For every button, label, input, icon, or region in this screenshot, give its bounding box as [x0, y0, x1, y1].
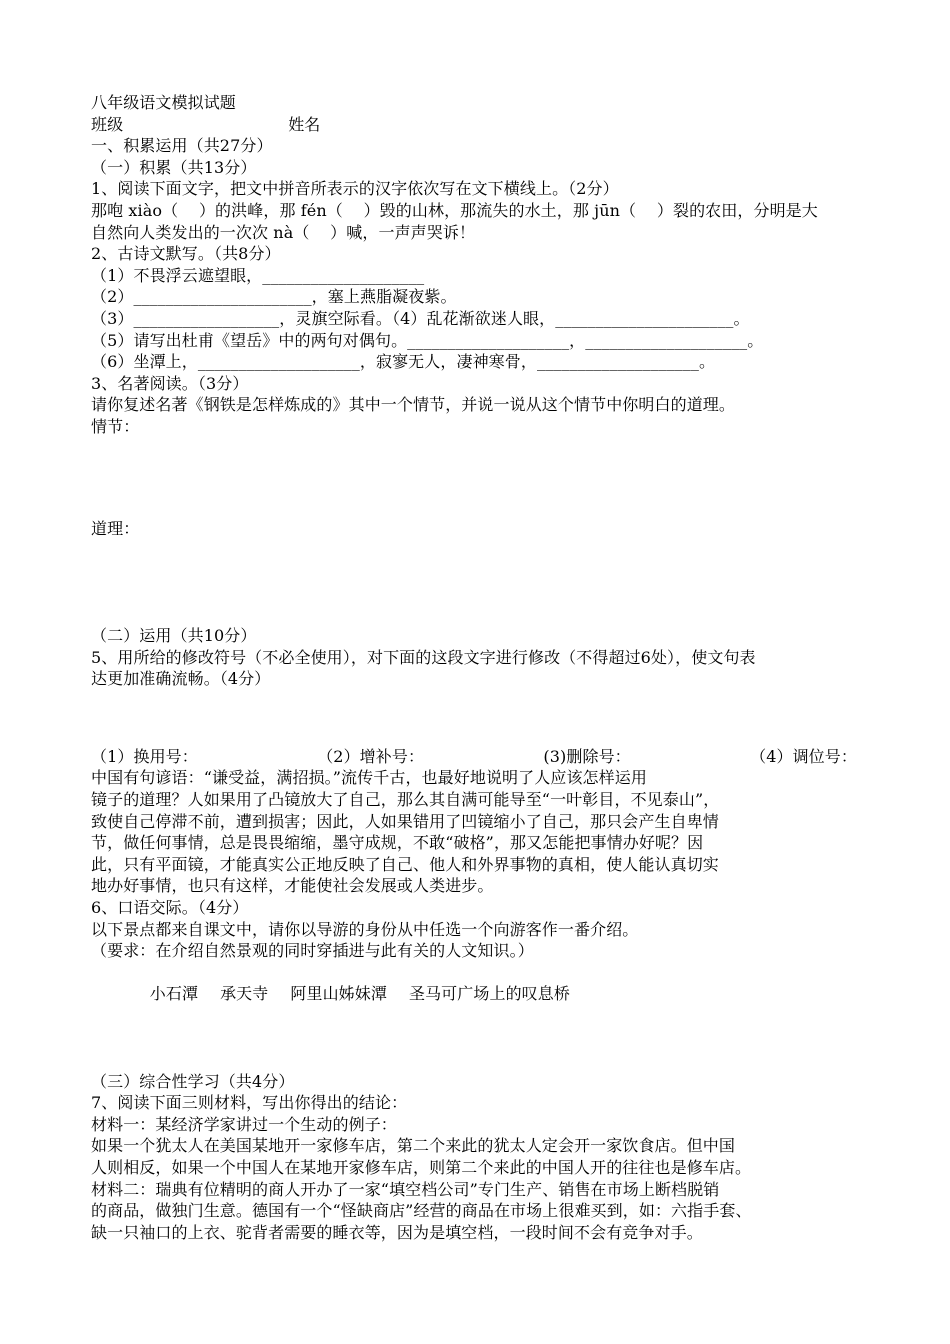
subsection-application: （二）运用（共10分）	[91, 626, 257, 646]
q6-space	[91, 1027, 861, 1071]
exam-title: 八年级语文模拟试题	[91, 93, 236, 112]
q7-material-2-line: 的商品，做独门生意。德国有一个“怪缺商店”经营的商品在市场上很难买到，如：六指手套、	[91, 1201, 752, 1221]
spot: 小石潭	[149, 984, 199, 1004]
symbol-delete: (3)删除号：	[543, 746, 631, 766]
q7-material-2-line: 缺一只袖口的上衣、驼背者需要的睡衣等，因为是填空档，一段时间不会有竞争对手。	[91, 1222, 703, 1242]
q6-prompt: 6、口语交际。（4分）	[91, 898, 249, 918]
q7-material-1-title: 材料一：某经济学家讲过一个生动的例子：	[91, 1114, 397, 1134]
plot-answer-space	[91, 438, 861, 518]
q2-prompt: 2、古诗文默写。（共8分）	[91, 244, 281, 264]
q7-material-1-line: 人则相反，如果一个中国人在某地开家修车店，则第二个来此的中国人开的往往也是修车店。	[91, 1157, 752, 1177]
q6-spots	[91, 962, 861, 1027]
q5-passage-line: 中国有句谚语：“谦受益，满招损。”流传千古，也最好地说明了人应该怎样运用	[91, 768, 647, 788]
q2-item: （5）请写出杜甫《望岳》中的两句对偶句。____________________，____________________。	[91, 330, 764, 350]
reason-answer-space	[91, 539, 861, 625]
q6-requirement: （要求：在介绍自然景观的同时穿插进与此有关的人文知识。）	[91, 941, 534, 961]
q3-text: 请你复述名著《钢铁是怎样炼成的》其中一个情节，并说一说从这个情节中你明白的道理。	[91, 395, 736, 415]
q3-prompt: 3、名著阅读。（3分）	[91, 373, 249, 393]
exam-page	[91, 92, 861, 1243]
q5-symbol-row	[91, 746, 857, 768]
q2-item: （1）不畏浮云遮望眼，____________________	[91, 265, 425, 285]
q3-reason-label: 道理：	[91, 518, 140, 538]
spot: 圣马可广场上的叹息桥	[408, 984, 570, 1004]
q7-material-1-line: 如果一个犹太人在美国某地开一家修车店，第二个来此的犹太人定会开一家饮食店。但中国	[91, 1136, 736, 1156]
q7-prompt: 7、阅读下面三则材料，写出你得出的结论：	[91, 1093, 408, 1113]
q5-space	[91, 690, 861, 746]
q6-text: 以下景点都来自课文中，请你以导游的身份从中任选一个向游客作一番介绍。	[91, 919, 639, 939]
q3-plot-label: 情节：	[91, 416, 140, 436]
q5-passage-line: 地办好事情，也只有这样，才能使社会发展或人类进步。	[91, 876, 494, 896]
spot: 阿里山姊妹潭	[290, 984, 387, 1004]
spot: 承天寺	[220, 984, 269, 1004]
q2-item: （6）坐潭上，____________________，寂寥无人，凄神寒骨，____________________。	[91, 352, 716, 372]
q1-prompt: 1、阅读下面文字，把文中拼音所表示的汉字依次写在文下横线上。（2分）	[91, 179, 619, 199]
class-label: 班级	[91, 114, 124, 134]
q5-passage-line: 镜子的道理？人如果用了凸镜放大了自己，那么其自满可能导至“一叶彰目，不见泰山”，	[91, 790, 720, 810]
subsection-accumulation: （一）积累（共13分）	[91, 157, 257, 177]
q5-prompt-line-1: 5、用所给的修改符号（不必全使用），对下面的这段文字进行修改（不得超过6处），使文句表	[91, 647, 756, 667]
q2-item: （3）__________________，灵旗空际看。（4）乱花渐欲迷人眼，______________________。	[91, 308, 750, 328]
q5-prompt-line-2: 达更加准确流畅。（4分）	[91, 669, 271, 689]
symbol-insert: （2）增补号：	[317, 746, 425, 766]
section-title: 一、积累运用（共27分）	[91, 136, 273, 156]
q2-item: （2）______________________，塞上燕脂凝夜紫。	[91, 287, 457, 307]
name-label: 姓名	[288, 114, 321, 134]
q5-passage-line: 致使自己停滞不前，遭到损害；因此，人如果错用了凹镜缩小了自己，那只会产生自卑情	[91, 811, 719, 831]
q5-passage-line: 此，只有平面镜，才能真实公正地反映了自己、他人和外界事物的真相，使人能认真切实	[91, 854, 719, 874]
q1-line-1: 那咆 xiào（ ）的洪峰，那 fén（ ）毁的山林，那流失的水土，那 jūn（ ）裂的农田，分明是大	[91, 200, 818, 220]
q7-material-2-line: 材料二：瑞典有位精明的商人开办了一家“填空档公司”专门生产、销售在市场上断档脱销	[91, 1179, 720, 1199]
symbol-replace: （1）换用号：	[91, 746, 198, 766]
q1-line-2: 自然向人类发出的一次次 nà（ ）喊，一声声哭诉！	[91, 222, 476, 242]
q5-passage-line: 节，做任何事情，总是畏畏缩缩，墨守成规，不敢“破格”，那又怎能把事情办好呢？因	[91, 833, 704, 853]
symbol-reorder: （4）调位号：	[750, 746, 857, 766]
class-name-row	[91, 114, 861, 136]
subsection-comprehensive: （三）综合性学习（共4分）	[91, 1071, 295, 1091]
